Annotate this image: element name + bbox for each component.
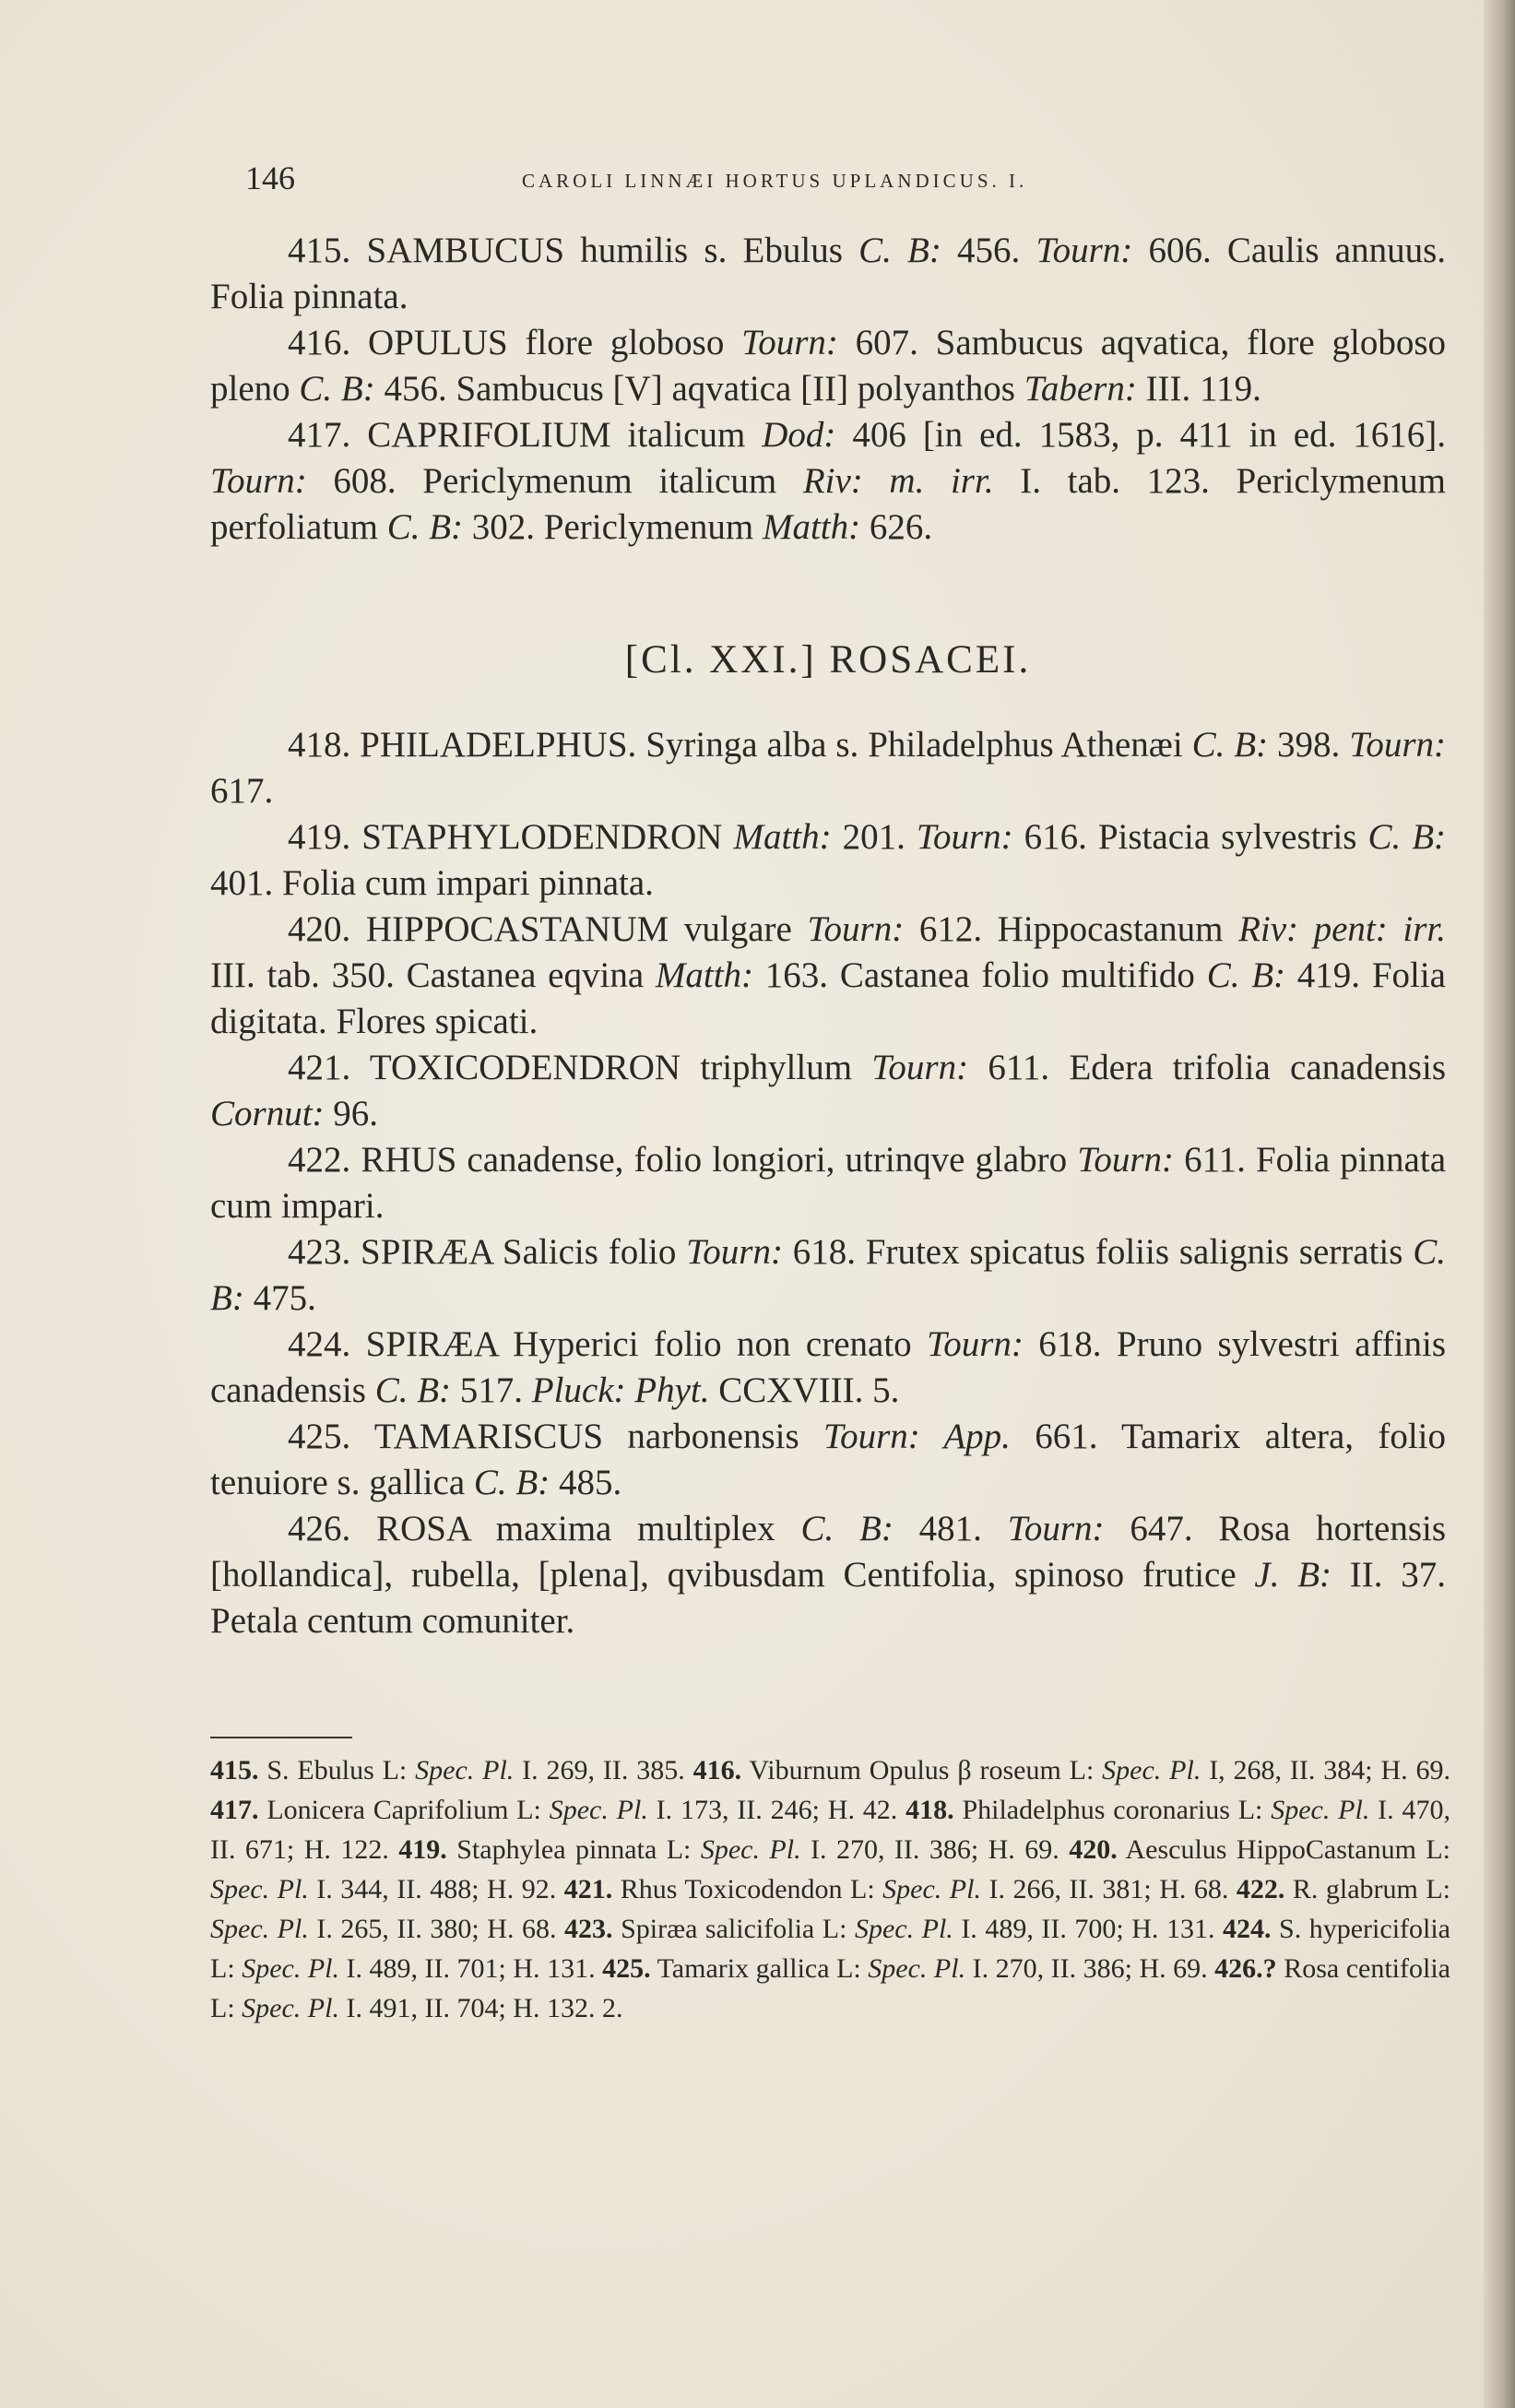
italic-reference: C. B: (1191, 725, 1269, 765)
text-run: Viburnum Opulus β roseum L: (741, 1755, 1103, 1785)
italic-reference: Tabern: (1024, 369, 1137, 409)
footnotes (210, 1750, 1450, 2028)
italic-reference: Tourn: (1077, 1140, 1175, 1180)
text-run: 626. (860, 507, 933, 547)
text-run: I, 268, II. 384; H. 69. (1201, 1755, 1450, 1785)
text-run: CCXVIII. 5. (709, 1370, 900, 1410)
italic-reference: Spec. Pl. (868, 1953, 966, 1984)
italic-reference: C. B: (299, 369, 375, 409)
book-spine-shadow (1484, 0, 1515, 2408)
text-run: Rhus Toxicodendon L: (612, 1874, 883, 1904)
catalogue-entry (210, 1322, 1446, 1414)
text-run: 422. RHUS canadense, folio longiori, utrinqve glabro (288, 1140, 1078, 1180)
footnote-number: 422. (1236, 1874, 1285, 1904)
text-run: S. hypericifolia L: (210, 1914, 1450, 1984)
catalogue-entry (210, 814, 1446, 907)
text-run: I. 266, II. 381; H. 68. (980, 1874, 1237, 1904)
italic-reference: J. B: (1254, 1555, 1332, 1595)
footnote-number: 418. (905, 1795, 954, 1825)
footnote-number: 417. (210, 1795, 259, 1825)
catalogue-entry (210, 1137, 1446, 1229)
italic-reference: Tourn: (1349, 725, 1447, 765)
text-run: I. tab. 123. Periclymenum perfoliatum (210, 461, 1446, 547)
text-run: 201. (831, 817, 917, 857)
text-run: 401. Folia cum impari pinnata. (210, 863, 654, 903)
page-number: 146 (245, 160, 295, 196)
page-header (245, 159, 1130, 205)
text-run: 425. TAMARISCUS narbonensis (288, 1417, 823, 1456)
text-run: I. 265, II. 380; H. 68. (308, 1914, 565, 1944)
text-run: 611. Folia pinnata cum impari. (210, 1140, 1447, 1226)
catalogue-entry (210, 1045, 1446, 1137)
text-run: 420. HIPPOCASTANUM vulgare (288, 909, 808, 949)
italic-reference: C. B: (858, 231, 941, 270)
text-run: III. 119. (1136, 369, 1261, 409)
text-run: 419. STAPHYLODENDRON (288, 817, 734, 857)
text-run: 424. SPIRÆA Hyperici folio non crenato (288, 1324, 928, 1364)
text-run: Staphylea pinnata L: (446, 1834, 701, 1865)
catalogue-entry (210, 1414, 1446, 1506)
text-run: 647. Rosa hortensis [hollandica], rubella, [plena], qvibusdam Centifolia, spinoso frutice (210, 1509, 1447, 1595)
text-run: 618. Pruno sylvestri affinis canadensis (210, 1324, 1446, 1410)
italic-reference: C. B: (1367, 817, 1447, 857)
footnote-number: 420. (1069, 1834, 1118, 1865)
text-run: Lonicera Caprifolium L: (258, 1795, 550, 1825)
text-run: I. 269, II. 385. (514, 1755, 693, 1785)
text-run: 163. Castanea folio multifido (753, 955, 1207, 995)
section-heading: [Cl. XXI.] ROSACEI. (624, 638, 1032, 682)
text-run: 406 [in ed. 1583, p. 411 in ed. 1616]. (835, 415, 1446, 455)
catalogue-entry (210, 412, 1446, 551)
italic-reference: Tourn: (916, 817, 1013, 857)
text-run: I. 491, II. 704; H. 132. 2. (338, 1993, 623, 2023)
italic-reference: Riv: pent: irr. (1238, 909, 1446, 949)
italic-reference: Tourn: (686, 1232, 783, 1272)
text-run: 607. Sambucus aqvatica, flore globoso pleno (210, 323, 1446, 409)
italic-reference: C. B: (210, 1232, 1446, 1318)
italic-reference: Spec. Pl. (549, 1795, 648, 1825)
text-run: Rosa centifolia L: (210, 1953, 1450, 2023)
text-run: 661. Tamarix altera, folio tenuiore s. gallica (210, 1417, 1446, 1502)
italic-reference: Tourn: (210, 461, 307, 501)
italic-reference: C. B: (386, 507, 464, 547)
italic-reference: C. B: (800, 1509, 894, 1548)
text-run: II. 37. Petala centum comuniter. (210, 1555, 1446, 1641)
footnote-number: 425. (602, 1953, 651, 1984)
text-run: 608. Periclymenum italicum (306, 461, 803, 501)
footnote-number: 421. (563, 1874, 613, 1904)
text-run: 611. Edera trifolia canadensis (968, 1048, 1446, 1087)
italic-reference: Tourn: (1036, 231, 1133, 270)
text-run: 517. (451, 1370, 532, 1410)
italic-reference: Matth: (762, 507, 861, 547)
text-run: 398. (1268, 725, 1350, 765)
italic-reference: Spec. Pl. (1271, 1795, 1370, 1825)
italic-reference: Tourn: App. (823, 1417, 1011, 1456)
catalogue-entry (210, 228, 1446, 320)
text-run: 421. TOXICODENDRON triphyllum (288, 1048, 872, 1087)
entries-group-after (210, 722, 1446, 1644)
catalogue-entry (210, 1506, 1446, 1644)
catalogue-entry (210, 722, 1446, 814)
text-run: I. 470, II. 671; H. 122. (210, 1795, 1450, 1865)
text-run: S. Ebulus L: (258, 1755, 416, 1785)
italic-reference: Spec. Pl. (854, 1914, 953, 1944)
text-run: I. 489, II. 701; H. 131. (339, 1953, 603, 1984)
catalogue-entry (210, 907, 1446, 1045)
italic-reference: Matth: (655, 955, 754, 995)
text-run: I. 489, II. 700; H. 131. (953, 1914, 1223, 1944)
text-run: 456. (941, 231, 1036, 270)
footnote-number: 424. (1222, 1914, 1272, 1944)
text-run: I. 173, II. 246; H. 42. (647, 1795, 906, 1825)
footnote-number: 416. (692, 1755, 742, 1785)
italic-reference: Pluck: Phyt. (531, 1370, 710, 1410)
italic-reference: Matth: (733, 817, 832, 857)
footnote-divider (210, 1737, 352, 1738)
italic-reference: Spec. Pl. (242, 1993, 339, 2023)
italic-reference: C. B: (1206, 955, 1286, 995)
text-run: 415. SAMBUCUS humilis s. Ebulus (288, 231, 859, 270)
footnote-number: 426.? (1214, 1953, 1277, 1984)
text-run: 426. ROSA maxima multiplex (288, 1509, 801, 1548)
italic-reference: Spec. Pl. (242, 1953, 339, 1984)
text-run: I. 344, II. 488; H. 92. (308, 1874, 564, 1904)
text-run: III. tab. 350. Castanea eqvina (210, 955, 656, 995)
text-run: 416. OPULUS flore globoso (288, 323, 742, 362)
italic-reference: Spec. Pl. (415, 1755, 515, 1785)
text-run: 96. (324, 1094, 379, 1133)
text-run: 418. PHILADELPHUS. Syringa alba s. Philadelphus Athenæi (288, 725, 1192, 765)
italic-reference: Spec. Pl. (210, 1874, 309, 1904)
text-run: 618. Frutex spicatus foliis salignis serratis (782, 1232, 1414, 1272)
text-run: I. 270, II. 386; H. 69. (800, 1834, 1070, 1865)
text-run: Aesculus HippoCastanum L: (1117, 1834, 1451, 1865)
text-run: 616. Pistacia sylvestris (1012, 817, 1368, 857)
footnote-number: 419. (398, 1834, 447, 1865)
text-run: R. glabrum L: (1284, 1874, 1450, 1904)
text-run: 612. Hippocastanum (904, 909, 1239, 949)
text-run: 419. Folia digitata. Flores spicati. (210, 955, 1446, 1041)
italic-reference: Tourn: (741, 323, 838, 362)
text-run: Spiræa salicifolia L: (612, 1914, 855, 1944)
catalogue-entry (210, 1229, 1446, 1322)
italic-reference: Spec. Pl. (210, 1914, 309, 1944)
italic-reference: Tourn: (807, 909, 905, 949)
text-run: 475. (243, 1278, 316, 1318)
italic-reference: Spec. Pl. (882, 1874, 981, 1904)
main-text (210, 228, 1446, 1644)
text-run: 417. CAPRIFOLIUM italicum (288, 415, 763, 455)
text-run: 617. (210, 771, 274, 811)
italic-reference: Cornut: (210, 1094, 325, 1133)
text-run: 302. Periclymenum (463, 507, 763, 547)
italic-reference: Tourn: (871, 1048, 969, 1087)
italic-reference: C. B: (473, 1463, 550, 1502)
italic-reference: Spec. Pl. (1102, 1755, 1201, 1785)
footnote-number: 415. (210, 1755, 259, 1785)
entries-group-before (210, 228, 1446, 551)
italic-reference: Tourn: (1007, 1509, 1105, 1548)
running-title: CAROLI LINNÆI HORTUS UPLANDICUS. I. (522, 170, 1028, 192)
text-run: 606. Caulis annuus. Folia pinnata. (210, 231, 1446, 316)
text-run: 481. (893, 1509, 1008, 1548)
text-run: I. 270, II. 386; H. 69. (965, 1953, 1215, 1984)
text-run: 456. Sambucus [V] aqvatica [II] polyanthos (374, 369, 1024, 409)
text-run: 485. (550, 1463, 622, 1502)
footnote-number: 423. (564, 1914, 613, 1944)
text-run: 423. SPIRÆA Salicis folio (288, 1232, 687, 1272)
italic-reference: C. B: (374, 1370, 452, 1410)
text-run: Tamarix gallica L: (650, 1953, 869, 1984)
italic-reference: Dod: (762, 415, 836, 455)
italic-reference: Tourn: (927, 1324, 1024, 1364)
text-run: Philadelphus coronarius L: (953, 1795, 1272, 1825)
italic-reference: Riv: m. irr. (802, 461, 994, 501)
catalogue-entry (210, 320, 1446, 412)
italic-reference: Spec. Pl. (700, 1834, 801, 1865)
